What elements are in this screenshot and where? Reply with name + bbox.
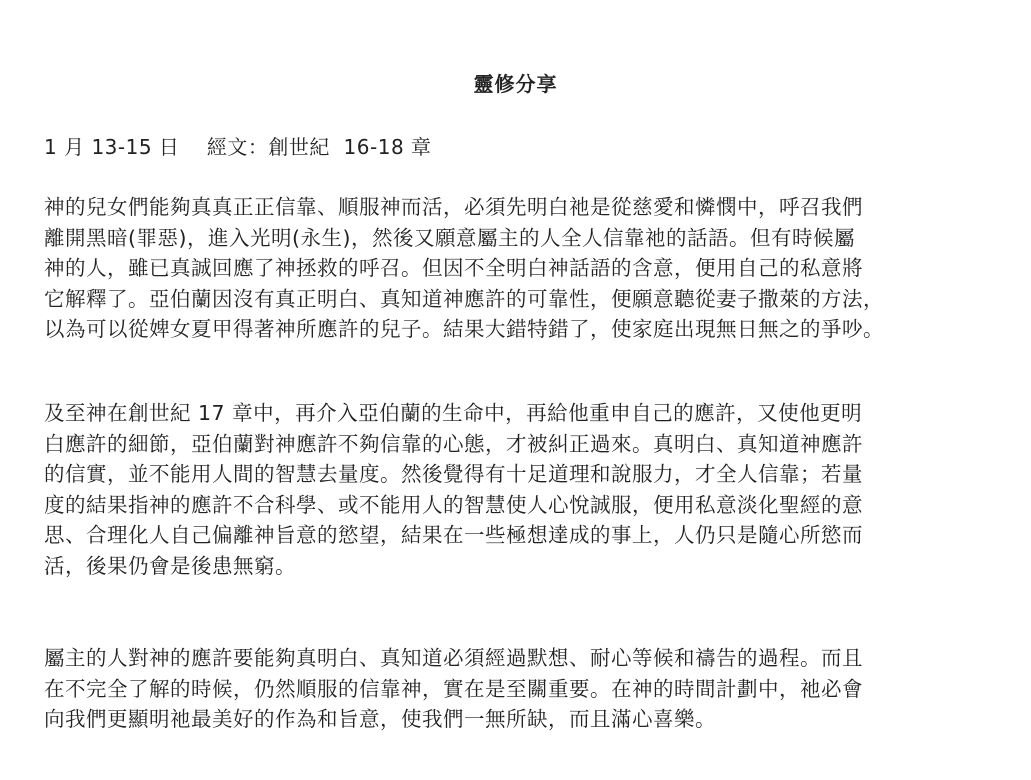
paragraph-line: 屬主的人對神的應許要能夠真明白、真知道必須經過默想、耐心等候和禱告的過程。而且 [44,646,863,670]
paragraph-line: 離開黑暗(罪惡)，進入光明(永生)，然後又願意屬主的人全人信靠祂的話語。但有時候屬 [44,225,855,250]
scripture-reference: 1 月 13-15 日 經文：創世紀 16-18 章 [44,135,432,159]
paragraph-line: 它解釋了。亞伯蘭因沒有真正明白、真知道神應許的可靠性，便願意聽從妻子撒萊的方法， [44,286,884,311]
paragraph-2 [44,398,1000,581]
paragraph-line: 在不完全了解的時候，仍然順服的信靠神，實在是至關重要。在神的時間計劃中，祂必會 [44,676,863,701]
paragraph-line: 神的兒女們能夠真真正正信靠、順服神而活，必須先明白祂是從慈愛和憐憫中，呼召我們 [44,195,863,219]
paragraph-line: 神的人，雖已真誠回應了神拯救的呼召。但因不全明白神話語的含意，便用自己的私意將 [44,256,863,280]
paragraph-line: 思、合理化人自己偏離神旨意的慾望，結果在一些極想達成的事上，人仍只是隨心所慾而 [44,523,863,547]
paragraph-line: 向我們更顯明祂最美好的作為和旨意，使我們一無所缺，而且滿心喜樂。 [44,707,716,731]
paragraph-line: 活，後果仍會是後患無窮。 [44,553,296,578]
paragraph-line: 的信實，並不能用人間的智慧去量度。然後覺得有十足道理和說服力，才全人信靠；若量 [44,462,863,486]
paragraph-3 [44,643,1000,735]
paragraph-line: 白應許的細節，亞伯蘭對神應許不夠信靠的心態，才被糾正過來。真明白、真知道神應許 [44,431,863,456]
paragraph-line: 及至神在創世紀 17 章中，再介入亞伯蘭的生命中，再給他重申自己的應許，又使他更明 [44,401,863,425]
paragraph-line: 度的結果指神的應許不合科學、或不能用人的智慧使人心悅誠服，便用私意淡化聖經的意 [44,492,863,517]
paragraph-1 [44,192,1000,345]
page-title: 靈修分享 [473,72,558,96]
paragraph-line: 以為可以從婢女夏甲得著神所應許的兒子。結果大錯特錯了，使家庭出現無日無之的爭吵。 [44,317,884,341]
